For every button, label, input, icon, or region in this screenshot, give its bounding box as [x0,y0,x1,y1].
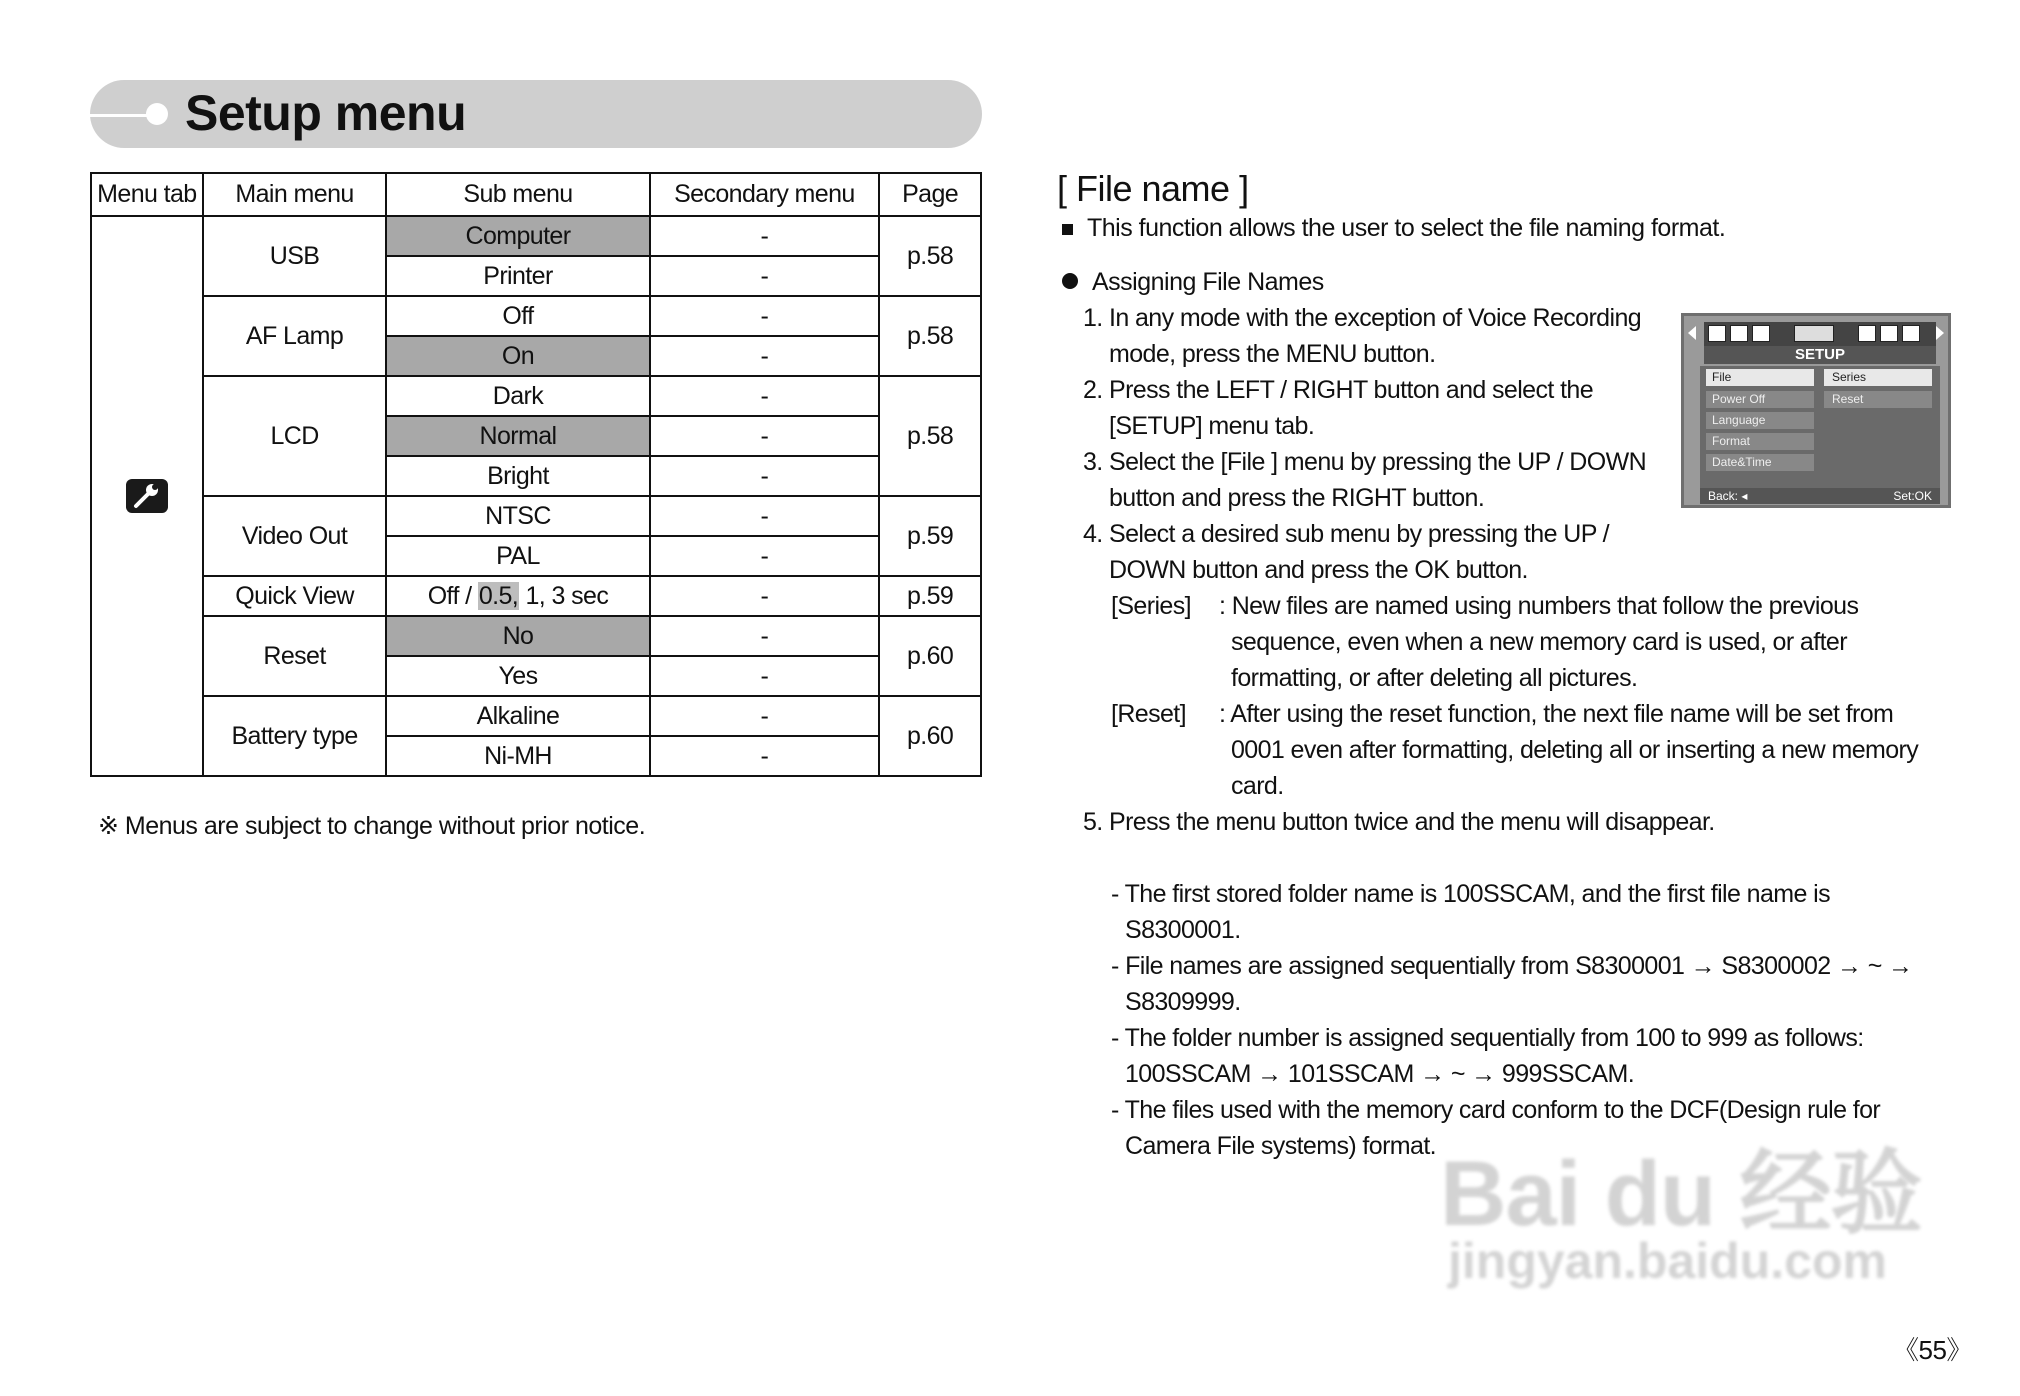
secondary-menu-cell: - [650,456,880,496]
camera-tab-icon [1858,325,1876,342]
table-row [91,216,981,256]
note-line: S8300001. [1125,916,1241,944]
header-menu-tab: Menu tab [91,173,203,216]
table-row [91,616,981,656]
page-header-banner [90,80,982,148]
banner-dot [146,103,168,125]
table-row [91,576,981,616]
note-line: - The folder number is assigned sequentially from 100 to 999 as follows: [1111,1024,1864,1052]
camera-menu-item: Power Off [1706,391,1814,408]
reset-line: 0001 even after formatting, deleting all or inserting a new memory [1231,736,1919,764]
secondary-menu-cell: - [650,376,880,416]
banner-line [90,114,150,117]
secondary-menu-cell: - [650,496,880,536]
quick-view-option-selected: 0.5, [478,581,519,610]
page-cell: p.58 [879,216,981,296]
header-secondary-menu: Secondary menu [650,173,880,216]
quick-view-option-pre: Off / [427,581,478,610]
function-description [1062,214,1725,243]
camera-menu-item: Format [1706,433,1814,450]
main-menu-cell: Quick View [203,576,387,616]
step-line: [SETUP] menu tab. [1109,412,1315,440]
sub-menu-cell: Off [386,296,649,336]
table-row [91,496,981,536]
camera-tab-icon [1708,325,1726,342]
sub-menu-cell: Bright [386,456,649,496]
series-line: formatting, or after deleting all pictures. [1231,664,1638,692]
secondary-menu-cell: - [650,656,880,696]
function-text: This function allows the user to select the file naming format. [1087,214,1726,242]
step-line: button and press the RIGHT button. [1109,484,1485,512]
step-line: 2. Press the LEFT / RIGHT button and select the [1083,376,1594,404]
camera-tab-icon [1880,325,1898,342]
camera-menu-panel [1700,366,1940,488]
camera-menu-item: Language [1706,412,1814,429]
sub-menu-cell: Ni-MH [386,736,649,776]
page-cell: p.58 [879,296,981,376]
camera-ok-label: Set:OK [1893,489,1932,503]
secondary-menu-cell: - [650,216,880,256]
baidu-watermark [1440,1120,1922,1289]
sub-menu-cell: PAL [386,536,649,576]
change-notice: ※ Menus are subject to change without prior notice. [98,812,646,840]
camera-back-label: Back: ◂ [1708,489,1748,503]
sub-menu-cell: Alkaline [386,696,649,736]
menu-tab-cell [91,216,203,776]
main-menu-cell: Reset [203,616,387,696]
circle-bullet-icon [1062,273,1078,289]
page-title: Setup menu [185,85,467,141]
step-line: mode, press the MENU button. [1109,340,1436,368]
right-arrow-icon [1936,326,1944,340]
watermark-sub: jingyan.baidu.com [1448,1233,1887,1289]
note-line: - The files used with the memory card conform to the DCF(Design rule for [1111,1096,1881,1124]
reset-line: : After using the reset function, the next file name will be set from [1219,700,1894,728]
sub-menu-cell: Dark [386,376,649,416]
main-menu-cell: LCD [203,376,387,496]
page-cell: p.60 [879,616,981,696]
secondary-menu-cell: - [650,296,880,336]
file-name-title: [ File name ] [1057,168,1249,209]
series-label: [Series] [1111,592,1191,620]
note-line: 100SSCAM → 101SSCAM → ~ → 999SSCAM. [1125,1060,1635,1088]
table-row [91,696,981,736]
sub-menu-cell: Yes [386,656,649,696]
header-page: Page [879,173,981,216]
main-menu-cell: Battery type [203,696,387,776]
wrench-icon [126,479,168,513]
camera-footer [1700,488,1940,504]
step-line: DOWN button and press the OK button. [1109,556,1528,584]
page-number: 《55》 [1893,1335,1972,1365]
camera-menu-item: Date&Time [1706,454,1814,471]
note-line: - The first stored folder name is 100SSCAM, and the first file name is [1111,880,1830,908]
assigning-heading-text: Assigning File Names [1092,268,1324,296]
secondary-menu-cell: - [650,336,880,376]
step-line: 4. Select a desired sub menu by pressing the UP / [1083,520,1610,548]
step-five: 5. Press the menu button twice and the menu will disappear. [1083,808,1715,836]
secondary-menu-cell: - [650,736,880,776]
square-bullet-icon [1062,224,1073,235]
table-row [91,296,981,336]
page-cell: p.59 [879,576,981,616]
setup-tab-icon [1794,325,1834,342]
sub-menu-cell [386,576,649,616]
reset-label: [Reset] [1111,700,1186,728]
reset-line: card. [1231,772,1284,800]
page-cell: p.60 [879,696,981,776]
sub-menu-cell: No [386,616,649,656]
secondary-menu-cell: - [650,616,880,656]
page-cell: p.59 [879,496,981,576]
camera-menu-tabs [1704,322,1936,346]
header-sub-menu: Sub menu [386,173,649,216]
sub-menu-cell: Printer [386,256,649,296]
camera-setup-header: SETUP [1704,346,1936,364]
setup-menu-table [90,172,982,777]
camera-tab-icon [1902,325,1920,342]
main-menu-cell: USB [203,216,387,296]
page-cell: p.58 [879,376,981,496]
series-line: sequence, even when a new memory card is used, or after [1231,628,1847,656]
camera-setup-screen [1681,313,1951,508]
table-row [91,376,981,416]
secondary-menu-cell: - [650,416,880,456]
note-line: Camera File systems) format. [1125,1132,1437,1160]
note-line: - File names are assigned sequentially from S8300001 → S8300002 → ~ → [1111,952,1913,980]
series-line: : New files are named using numbers that follow the previous [1219,592,1859,620]
camera-tab-icon [1752,325,1770,342]
sub-menu-cell: Computer [386,216,649,256]
assigning-heading [1062,268,1324,297]
secondary-menu-cell: - [650,536,880,576]
watermark-main: Bai du 经验 [1440,1143,1922,1245]
camera-sub-item: Reset [1824,391,1932,408]
secondary-menu-cell: - [650,576,880,616]
step-line: 1. In any mode with the exception of Voice Recording [1083,304,1642,332]
step-line: 3. Select the [File ] menu by pressing the UP / DOWN [1083,448,1647,476]
note-line: S8309999. [1125,988,1241,1016]
camera-sub-item: Series [1824,369,1932,386]
sub-menu-cell: Normal [386,416,649,456]
camera-tab-icon [1730,325,1748,342]
camera-menu-item: File [1706,369,1814,386]
sub-menu-cell: NTSC [386,496,649,536]
secondary-menu-cell: - [650,256,880,296]
main-menu-cell: Video Out [203,496,387,576]
sub-menu-cell: On [386,336,649,376]
header-main-menu: Main menu [203,173,387,216]
table-header-row [91,173,981,216]
quick-view-option-post: 1, 3 sec [519,581,609,610]
secondary-menu-cell: - [650,696,880,736]
main-menu-cell: AF Lamp [203,296,387,376]
left-arrow-icon [1688,326,1696,340]
